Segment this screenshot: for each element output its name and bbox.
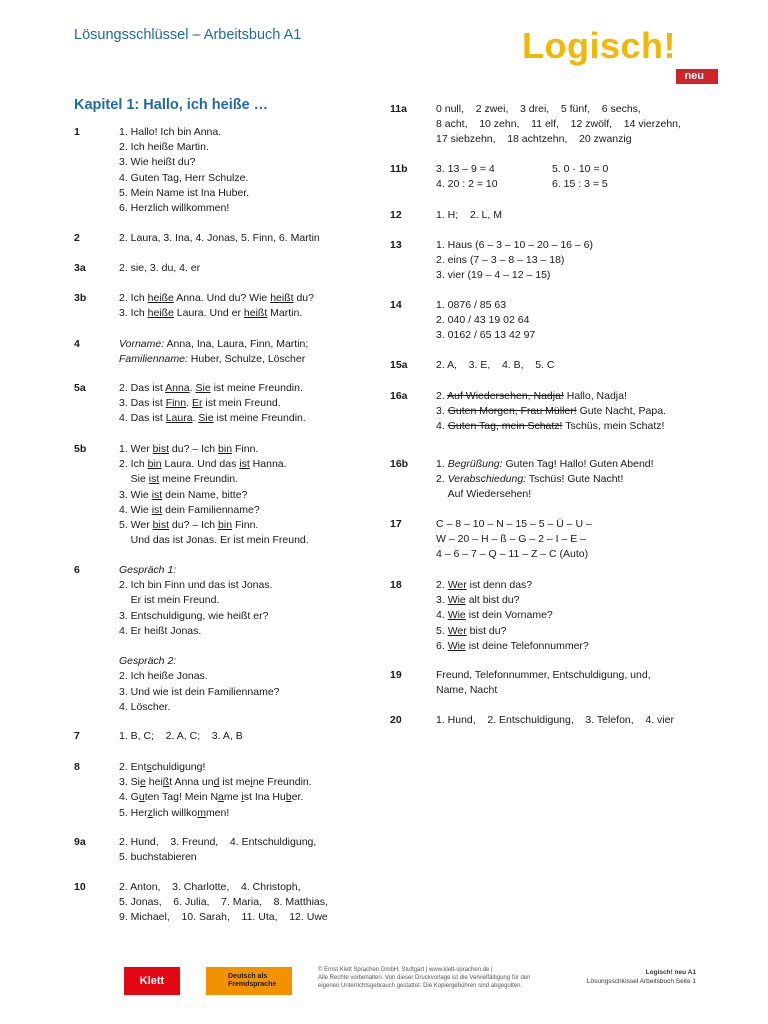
- answer-text: 9. Michael, 10. Sarah, 11. Uta, 12. Uwe: [119, 911, 328, 924]
- answer-line: [436, 177, 736, 192]
- answer-text: st Ina Hu: [243, 791, 286, 804]
- answer-text: .: [192, 412, 199, 425]
- underlined-text: bist: [152, 443, 169, 455]
- answer-text: er.: [291, 791, 304, 804]
- exercise-number: 7: [74, 730, 80, 742]
- answer-text: dein Familienname?: [162, 503, 260, 516]
- exercise-number: 18: [390, 579, 402, 591]
- answer-line: [436, 713, 736, 728]
- exercise-number: 16b: [390, 458, 409, 470]
- answer-text: 2. Ich heiße Jonas.: [119, 670, 208, 683]
- answer-text: Tschüs, mein Schatz!: [562, 420, 665, 433]
- answer-line: [436, 457, 736, 472]
- copyright-notice: [318, 966, 588, 990]
- answer-text: 2.: [436, 390, 448, 402]
- answer-text: 1.: [436, 458, 448, 470]
- chapter-title: Kapitel 1: Hallo, ich heiße …: [74, 97, 269, 113]
- answer-text: men!: [205, 806, 230, 819]
- exercise-answers: [436, 457, 736, 503]
- exercise-answers: [436, 517, 736, 563]
- answer-text: Laura. Und das: [161, 458, 240, 471]
- answer-line: [436, 208, 736, 223]
- doc-title: Lösungsschlüssel – Arbeitsbuch A1: [74, 27, 302, 43]
- answer-text: 1. Hund, 2. Entschuldigung, 3. Telefon, 4. vier: [436, 714, 674, 726]
- answer-text: 3. Ich: [119, 307, 148, 320]
- answer-text: 4. Wie: [119, 503, 152, 516]
- exercise-answers: [119, 760, 379, 821]
- answer-line: [436, 547, 736, 562]
- exercise-answers: [119, 125, 379, 216]
- answer-text: 2.: [436, 473, 448, 486]
- exercise-answers: [436, 578, 736, 654]
- answer-text: Auf Wiedersehen!: [436, 488, 532, 501]
- italic-label: Verabschiedung:: [447, 473, 527, 486]
- page-footer: [0, 960, 768, 1000]
- answer-text: Guten Tag! Hallo! Guten Abend!: [502, 458, 654, 470]
- answer-text: .: [189, 382, 196, 394]
- answer-line: [436, 517, 736, 532]
- exercise-answers: [119, 291, 379, 321]
- answer-line: [119, 609, 379, 624]
- underlined-text: ist: [151, 503, 163, 516]
- answer-line: [436, 593, 736, 608]
- struck-text: Auf Wiedersehen, Nadja!: [447, 390, 564, 402]
- exercise-number: 20: [390, 714, 402, 726]
- answer-line: [436, 578, 736, 593]
- answer-line: [119, 411, 379, 426]
- underlined-text: b: [285, 791, 292, 804]
- answer-text: 3. Entschuldigung, wie heißt er?: [119, 609, 269, 622]
- answer-line: [436, 683, 736, 698]
- answer-text: ist dein Vorname?: [465, 609, 553, 622]
- underlined-text: s: [146, 761, 152, 773]
- answer-text: Sie: [119, 473, 149, 486]
- answer-text: 8 acht, 10 zehn, 11 elf, 12 zwölf, 14 vierzehn,: [436, 118, 681, 131]
- daf-logo: Deutsch als Fremdsprache: [206, 967, 292, 995]
- exercise-number: 19: [390, 669, 402, 681]
- italic-label: Gespräch 2:: [119, 655, 177, 668]
- underlined-text: ist: [151, 488, 163, 501]
- exercise-number: 13: [390, 239, 402, 251]
- answer-line: [119, 880, 379, 895]
- answer-line: [119, 806, 379, 821]
- answer-line: [119, 850, 379, 865]
- struck-text: Guten Tag, mein Schatz!: [447, 420, 563, 433]
- answer-text: 6. Herzlich willkommen!: [119, 202, 230, 215]
- answer-text: 4. Das ist: [119, 412, 166, 425]
- underlined-text: Wer: [447, 579, 467, 591]
- exercise-answers: [436, 238, 736, 284]
- answer-line: [119, 624, 379, 639]
- klett-logo: Klett: [124, 967, 180, 995]
- answer-line: [119, 518, 379, 533]
- answer-text: 4 – 6 – 7 – Q – 11 – Z – C (Auto): [436, 548, 589, 561]
- logisch-neu-logo: [522, 24, 718, 84]
- exercise-number: 17: [390, 518, 402, 530]
- answer-line: [436, 162, 736, 177]
- answer-text: chuldigung!: [151, 761, 206, 773]
- answer-text: me: [223, 791, 242, 804]
- answer-line: [119, 790, 379, 805]
- exercise-answers: [119, 442, 379, 548]
- answer-line: [436, 472, 736, 487]
- underlined-text: heiße: [147, 307, 174, 320]
- answer-text: ten Tag! Mein N: [144, 791, 219, 804]
- exercise-number: 15a: [390, 359, 408, 371]
- underlined-text: Wie: [447, 639, 466, 652]
- underlined-text: bist: [152, 519, 169, 532]
- exercise-number: 14: [390, 299, 402, 311]
- underlined-text: heißt: [243, 307, 268, 320]
- answer-line: [119, 910, 379, 925]
- answer-text: 1. B, C; 2. A, C; 3. A, B: [119, 730, 243, 742]
- answer-text: Hanna.: [249, 458, 287, 471]
- answer-line: [436, 404, 736, 419]
- underlined-text: i: [250, 776, 253, 789]
- exercise-number: 4: [74, 338, 80, 350]
- copyright-line: © Ernst Klett Sprachen GmbH, Stuttgart | www.klett-sprachen.de |: [318, 967, 493, 973]
- answer-text: hei: [145, 776, 163, 789]
- answer-text: t Anna un: [169, 776, 214, 789]
- answer-line: [436, 313, 736, 328]
- answer-text: du? – Ich: [169, 443, 219, 455]
- answer-text: Und das ist Jonas. Er ist mein Freund.: [119, 534, 309, 547]
- answer-text: 5.: [436, 624, 448, 637]
- answer-text: 2. Anton, 3. Charlotte, 4. Christoph,: [119, 881, 301, 893]
- answer-text: 4. Guten Tag, Herr Schulze.: [119, 171, 249, 184]
- exercise-answers: [119, 231, 379, 246]
- answer-text: ne Freundin.: [252, 776, 312, 789]
- answer-text: 2. Ich: [119, 458, 148, 471]
- answer-line: [436, 389, 736, 404]
- answer-text: 2. Ent: [119, 761, 147, 773]
- underlined-text: u: [138, 791, 145, 804]
- answer-line: [436, 532, 736, 547]
- answer-text: W – 20 – H – ß – G – 2 – I – E –: [436, 533, 586, 546]
- answer-text: 17 siebzehn, 18 achtzehn, 20 zwanzig: [436, 133, 632, 146]
- exercise-answers: [119, 835, 379, 865]
- answer-text: 2. sie, 3. du, 4. er: [119, 262, 201, 274]
- answer-text: Anna, Ina, Laura, Finn, Martin;: [164, 338, 309, 350]
- answer-line: [119, 231, 379, 246]
- answer-line: [119, 381, 379, 396]
- answer-text: 2. Das ist: [119, 382, 166, 394]
- underlined-text: Laura: [165, 412, 193, 425]
- answer-line: [436, 328, 736, 343]
- answer-line: [436, 608, 736, 623]
- answer-line: [119, 685, 379, 700]
- underlined-text: z: [147, 806, 153, 819]
- answer-text: 3. 0162 / 65 13 42 97: [436, 329, 536, 342]
- underlined-text: m: [197, 806, 206, 819]
- answer-line: [119, 654, 379, 669]
- answer-text: 3. Wie: [119, 488, 152, 501]
- answer-line: [119, 835, 379, 850]
- exercise-number: 2: [74, 232, 80, 244]
- answer-line: [436, 487, 736, 502]
- answer-line: [119, 503, 379, 518]
- answer-text: 4. G: [119, 791, 139, 804]
- answer-text: 3. Und wie ist dein Familienname?: [119, 685, 280, 698]
- underlined-text: a: [218, 791, 224, 804]
- exercise-number: 11b: [390, 163, 408, 175]
- underlined-text: bin: [218, 519, 233, 532]
- underlined-text: ß: [162, 776, 170, 789]
- answer-text: 3. 13 – 9 = 4: [436, 163, 495, 175]
- answer-text: Freund, Telefonnummer, Entschuldigung, und,: [436, 669, 651, 681]
- answer-line: [119, 337, 379, 352]
- answer-line: [119, 291, 379, 306]
- answer-text: 2. 040 / 43 19 02 64: [436, 314, 530, 327]
- exercise-number: 12: [390, 209, 402, 221]
- answer-text: 1. Wer: [119, 443, 153, 455]
- answer-line: [119, 700, 379, 715]
- answer-line: [119, 775, 379, 790]
- underlined-text: i: [241, 791, 244, 804]
- underlined-text: Er: [191, 397, 203, 410]
- answer-text: 4.: [436, 420, 448, 433]
- answer-text: Gute Nacht, Papa.: [576, 405, 666, 418]
- answer-text: ist meine Freundin.: [213, 412, 306, 425]
- answer-text: 3. Si: [119, 776, 141, 789]
- answer-text: 6. 15 : 3 = 5: [552, 178, 608, 191]
- answer-text: 2. Ich heiße Martin.: [119, 141, 209, 154]
- underlined-text: bin: [218, 443, 233, 455]
- answer-line: [119, 261, 379, 276]
- italic-label: Begrüßung:: [447, 458, 503, 470]
- answer-text: 3.: [436, 405, 448, 418]
- answer-text: 1. 0876 / 85 63: [436, 299, 507, 311]
- answer-text: Martin.: [267, 307, 303, 320]
- exercise-number: 3b: [74, 292, 87, 304]
- answer-text: 2. Hund, 3. Freund, 4. Entschuldigung,: [119, 836, 317, 848]
- answer-line: [436, 639, 736, 654]
- answer-text: 2.: [436, 579, 448, 591]
- answer-text: 4. Er heißt Jonas.: [119, 624, 202, 637]
- answer-line: [119, 563, 379, 578]
- underlined-text: Wie: [447, 609, 466, 622]
- answer-line: [436, 358, 736, 373]
- answer-text: ist mein Freund.: [202, 397, 281, 410]
- spacer: [119, 639, 379, 654]
- italic-label: Vorname:: [119, 338, 165, 350]
- answer-text: du?: [293, 292, 314, 304]
- answer-text: Name, Nacht: [436, 684, 498, 697]
- answer-line: [119, 457, 379, 472]
- answer-text: 6.: [436, 639, 448, 652]
- exercise-answers: [436, 298, 736, 344]
- underlined-text: e: [140, 776, 146, 789]
- answer-line: [119, 155, 379, 170]
- answer-text: 2. Laura, 3. Ina, 4. Jonas, 5. Finn, 6. Martin: [119, 232, 320, 244]
- answer-line: [119, 729, 379, 744]
- underlined-text: ist: [239, 458, 250, 471]
- answer-text: 2. Ich: [119, 292, 148, 304]
- answer-text: ist deine Telefonnummer?: [465, 639, 589, 652]
- exercise-number: 16a: [390, 390, 408, 402]
- answer-line: [119, 760, 379, 775]
- answer-line: [436, 419, 736, 434]
- answer-text: .: [186, 397, 192, 410]
- exercise-answers: [436, 668, 736, 698]
- answer-text: 0 null, 2 zwei, 3 drei, 5 fünf, 6 sechs,: [436, 103, 641, 115]
- answer-line: [119, 895, 379, 910]
- exercise-number: 5b: [74, 443, 87, 455]
- copyright-line: eigenen Unterrichtsgebrauch gestattet. Die Kopiergebühren sind abgegolten.: [318, 983, 523, 989]
- answer-line: [119, 125, 379, 140]
- underlined-text: Sie: [195, 382, 211, 394]
- answer-text: 4.: [436, 609, 448, 622]
- exercise-number: 5a: [74, 382, 86, 394]
- answer-text: 5. Wer: [119, 519, 153, 532]
- answer-text: Huber, Schulze, Löscher: [187, 353, 306, 366]
- answer-text: ist denn das?: [466, 579, 533, 591]
- answer-text: lich willko: [152, 806, 198, 819]
- exercise-answers: [436, 208, 736, 223]
- underlined-text: bin: [147, 458, 162, 471]
- footer-page-info: [580, 969, 696, 986]
- answer-line: [119, 140, 379, 155]
- answer-text: 1. H; 2. L, M: [436, 209, 502, 221]
- answer-text: C – 8 – 10 – N – 15 – 5 – Ü – U –: [436, 518, 592, 530]
- answer-line: [119, 396, 379, 411]
- answer-text: 2. Ich bin Finn und das ist Jonas.: [119, 579, 273, 592]
- answer-text: ist me: [219, 776, 251, 789]
- exercise-number: 1: [74, 126, 80, 138]
- answer-text: meine Freundin.: [159, 473, 239, 486]
- exercise-answers: [436, 358, 736, 373]
- answer-text: Finn.: [232, 519, 259, 532]
- answer-text: 4. 20 : 2 = 10: [436, 178, 498, 191]
- footer-book-title: Logisch! neu A1: [645, 969, 696, 976]
- exercise-answers: [436, 713, 736, 728]
- answer-text: 5. Jonas, 6. Julia, 7. Maria, 8. Matthias,: [119, 896, 328, 909]
- answer-line: [119, 578, 379, 593]
- exercise-answers: [119, 729, 379, 744]
- answer-text: 3. Wie heißt du?: [119, 156, 196, 169]
- exercise-number: 8: [74, 761, 80, 773]
- answer-text: 4. Löscher.: [119, 700, 171, 713]
- answer-line: [436, 238, 736, 253]
- footer-page-label: Lösungsschlüssel Arbeitsbuch Seite 1: [586, 977, 696, 985]
- exercise-number: 6: [74, 564, 80, 576]
- answer-text: 1. Haus (6 – 3 – 10 – 20 – 16 – 6): [436, 239, 594, 251]
- answer-text: 1. Hallo! Ich bin Anna.: [119, 126, 222, 138]
- answer-text: Finn.: [232, 443, 259, 455]
- logo-word: Logisch!: [522, 25, 676, 66]
- answer-text: dein Name, bitte?: [162, 488, 248, 501]
- answer-line: [119, 201, 379, 216]
- exercise-answers: [119, 880, 379, 926]
- italic-label: Familienname:: [119, 353, 188, 366]
- copyright-line: Alle Rechte vorbehalten. Von dieser Druckvorlage ist die Vervielfältigung für den: [318, 975, 531, 981]
- underlined-text: ist: [148, 473, 160, 486]
- answer-text: 5. 0 · 10 = 0: [552, 163, 609, 175]
- exercise-answers: [119, 381, 379, 427]
- underlined-text: d: [213, 776, 220, 789]
- answer-text: 3. Das ist: [119, 397, 166, 410]
- answer-line: [119, 488, 379, 503]
- exercise-answers: [119, 337, 379, 367]
- exercise-number: 11a: [390, 103, 407, 115]
- answer-line: [436, 624, 736, 639]
- exercise-answers: [436, 102, 736, 148]
- answer-text: Tschüs! Gute Nacht!: [526, 473, 624, 486]
- answer-line: [119, 171, 379, 186]
- underlined-text: Sie: [198, 412, 214, 425]
- answer-line: [119, 669, 379, 684]
- answer-line: [436, 668, 736, 683]
- answer-text: bist du?: [466, 624, 507, 637]
- answer-line: [436, 132, 736, 147]
- underlined-text: heißt: [270, 292, 294, 304]
- exercise-answers: [436, 389, 736, 435]
- answer-text: 5. Her: [119, 806, 148, 819]
- exercise-number: 10: [74, 881, 86, 893]
- answer-text: du? – Ich: [169, 519, 219, 532]
- answer-text: 5. Mein Name ist Ina Huber.: [119, 186, 250, 199]
- answer-line: [436, 102, 736, 117]
- struck-text: Guten Morgen, Frau Müller!: [447, 405, 577, 418]
- underlined-text: Wie: [447, 594, 466, 607]
- answer-text: alt bist du?: [465, 594, 520, 607]
- answer-text: Hallo, Nadja!: [563, 390, 627, 402]
- answer-line: [436, 253, 736, 268]
- answer-line: [119, 472, 379, 487]
- answer-text: 5. buchstabieren: [119, 851, 197, 864]
- answer-text: 2. A, 3. E, 4. B, 5. C: [436, 359, 555, 371]
- answer-line: [436, 298, 736, 313]
- answer-line: [119, 593, 379, 608]
- answer-text: 3.: [436, 594, 448, 607]
- answer-text: 2. eins (7 – 3 – 8 – 13 – 18): [436, 254, 565, 267]
- answer-text: Er ist mein Freund.: [119, 594, 220, 607]
- answer-line: [119, 442, 379, 457]
- underlined-text: Anna: [165, 382, 190, 394]
- exercise-number: 9a: [74, 836, 86, 848]
- logo-badge: neu: [676, 69, 718, 84]
- italic-label: Gespräch 1:: [119, 564, 177, 576]
- answer-line: [436, 268, 736, 283]
- answer-text: ist meine Freundin.: [210, 382, 303, 394]
- answer-text: Laura. Und er: [173, 307, 244, 320]
- exercise-answers: [119, 261, 379, 276]
- answer-line: [119, 352, 379, 367]
- underlined-text: heiße: [147, 292, 174, 304]
- underlined-text: Wer: [447, 624, 467, 637]
- underlined-text: Finn: [165, 397, 187, 410]
- exercise-answers: [119, 563, 379, 715]
- exercise-number: 3a: [74, 262, 86, 274]
- answer-line: [119, 533, 379, 548]
- answer-line: [436, 117, 736, 132]
- answer-text: Anna. Und du? Wie: [173, 292, 271, 304]
- answer-line: [119, 186, 379, 201]
- exercise-answers: [436, 162, 736, 192]
- answer-line: [119, 306, 379, 321]
- answer-text: 3. vier (19 – 4 – 12 – 15): [436, 269, 551, 282]
